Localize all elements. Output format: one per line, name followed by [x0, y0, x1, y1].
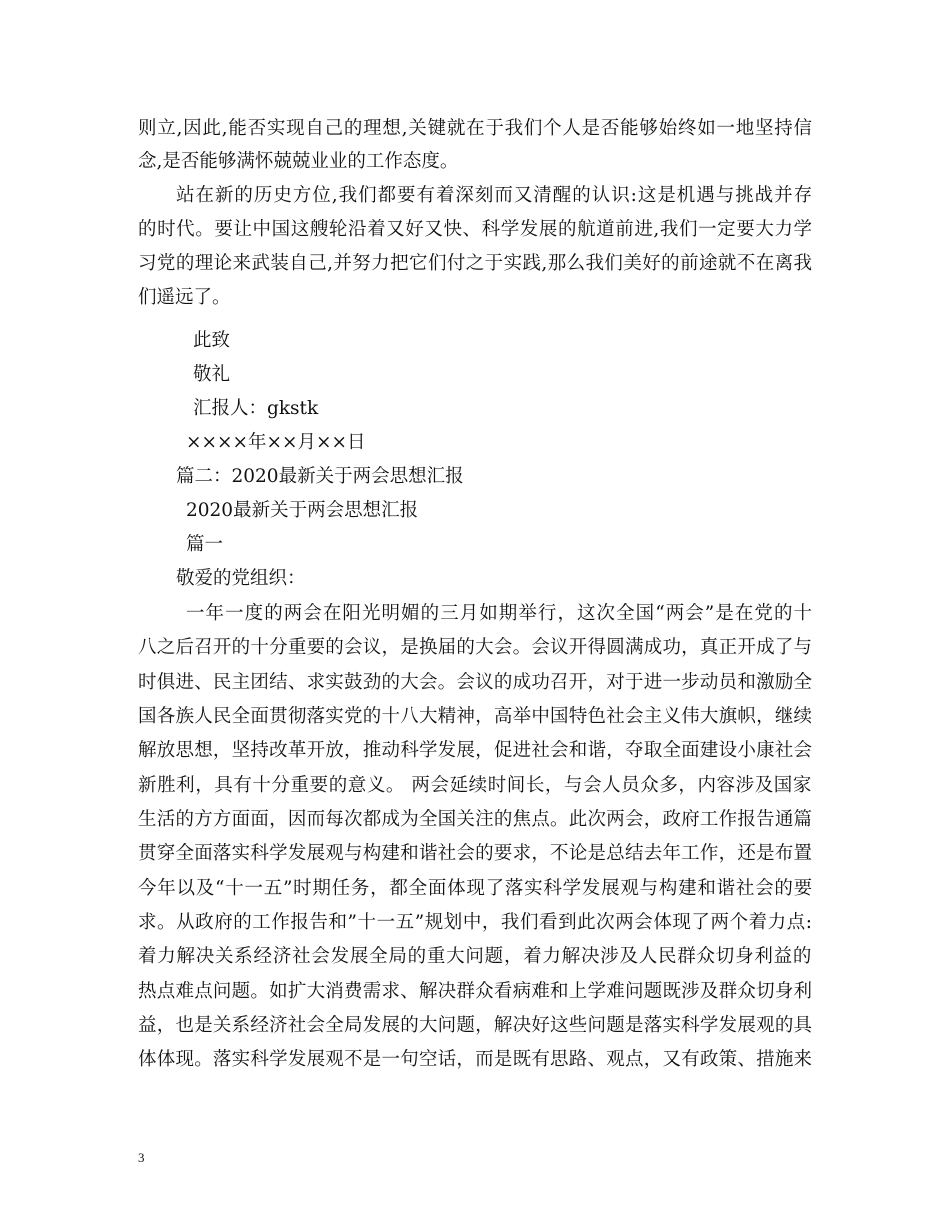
- body-line: 一年一度的两会在阳光明媚的三月如期举行，这次全国“两会”是在党的十: [186, 603, 814, 624]
- body-line: 新胜利，具有十分重要的意义。 两会延续时间长，与会人员众多，内容涉及国家: [138, 775, 812, 796]
- body-line: 着力解决关系经济社会发展全局的重大问题，着力解决涉及人民群众切身利益的: [138, 946, 813, 967]
- body-line: 时俱进、民主团结、求实鼓劲的大会。会议的成功召开，对于进一步动员和激励全: [138, 672, 813, 693]
- paragraph-line: 则立,因此,能否实现自己的理想,关键就在于我们个人是否能够始终如一地坚持信: [138, 118, 813, 139]
- body-line: 热点难点问题。如扩大消费需求、解决群众看病难和上学难问题既涉及群众切身利: [138, 981, 813, 1002]
- body-line: 益，也是关系经济社会全局发展的大问题，解决好这些问题是落实科学发展观的具: [138, 1015, 813, 1036]
- body-line: 生活的方方面面，因而每次都成为全国关注的焦点。此次两会，政府工作报告通篇: [138, 809, 813, 830]
- body-line: 体体现。落实科学发展观不是一句空话，而是既有思路、观点，又有政策、措施来: [138, 1049, 813, 1070]
- closing-salute: 敬礼: [193, 364, 231, 385]
- body-line: 今年以及“十一五”时期任务，都全面体现了落实科学发展观与构建和谐社会的要: [138, 878, 813, 899]
- section-title: 2020最新关于两会思想汇报: [186, 500, 419, 521]
- reporter-line: 汇报人：gkstk: [193, 398, 319, 419]
- paragraph-line: 的时代。要让中国这艘轮沿着又好又快、科学发展的航道前进,我们一定要大力学: [138, 219, 813, 240]
- section-heading: 篇二：2020最新关于两会思想汇报: [176, 466, 464, 487]
- paragraph-line: 念,是否能够满怀兢兢业业的工作态度。: [138, 151, 459, 172]
- date-line: ××××年××月××日: [186, 432, 366, 453]
- closing-salute: 此致: [193, 330, 231, 351]
- paragraph-line: 习党的理论来武装自己,并努力把它们付之于实践,那么我们美好的前途就不在离我: [138, 253, 813, 274]
- body-line: 国各族人民全面贯彻落实党的十八大精神，高举中国特色社会主义伟大旗帜，继续: [138, 706, 813, 727]
- body-line: 八之后召开的十分重要的会议，是换届的大会。会议开得圆满成功，真正开成了与: [138, 637, 813, 658]
- page-number: 3: [138, 1150, 145, 1165]
- body-line: 求。从政府的工作报告和”十一五”规划中，我们看到此次两会体现了两个着力点:: [138, 912, 813, 933]
- body-line: 贯穿全面落实科学发展观与构建和谐社会的要求，不论是总结去年工作，还是布置: [138, 843, 813, 864]
- paragraph-line: 们遥远了。: [138, 287, 231, 308]
- greeting: 敬爱的党组织：: [176, 568, 306, 589]
- body-line: 解放思想，坚持改革开放，推动科学发展，促进社会和谐，夺取全面建设小康社会: [138, 740, 813, 761]
- paragraph-line: 站在新的历史方位,我们都要有着深刻而又清醒的认识:这是机遇与挑战并存: [176, 185, 814, 206]
- part-label: 篇一: [186, 534, 224, 555]
